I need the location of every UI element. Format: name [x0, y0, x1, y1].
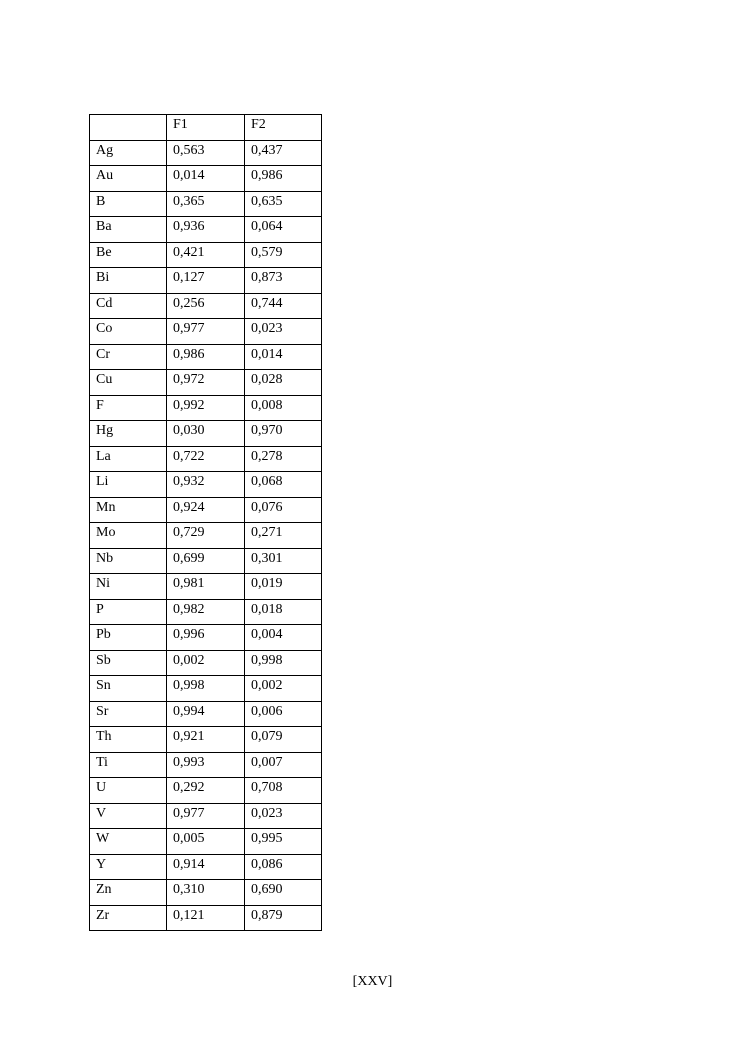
- f2-cell: 0,278: [245, 446, 322, 472]
- f1-cell: 0,127: [167, 268, 245, 294]
- f2-cell: 0,002: [245, 676, 322, 702]
- element-cell: Zr: [90, 905, 167, 931]
- f1-cell: 0,421: [167, 242, 245, 268]
- f2-cell: 0,064: [245, 217, 322, 243]
- f1-cell: 0,729: [167, 523, 245, 549]
- table-row: [90, 191, 322, 217]
- f1-cell: 0,256: [167, 293, 245, 319]
- table-row: [90, 268, 322, 294]
- element-cell: Th: [90, 727, 167, 753]
- f1-cell: 0,014: [167, 166, 245, 192]
- table-row: [90, 650, 322, 676]
- f2-cell: 0,086: [245, 854, 322, 880]
- table-row: [90, 319, 322, 345]
- f2-cell: 0,690: [245, 880, 322, 906]
- f2-cell: 0,879: [245, 905, 322, 931]
- f2-cell: 0,986: [245, 166, 322, 192]
- f2-cell: 0,635: [245, 191, 322, 217]
- f1-cell: 0,982: [167, 599, 245, 625]
- f2-cell: 0,023: [245, 319, 322, 345]
- f2-cell: 0,579: [245, 242, 322, 268]
- f1-cell: 0,986: [167, 344, 245, 370]
- f1-cell: 0,977: [167, 803, 245, 829]
- f2-cell: 0,019: [245, 574, 322, 600]
- f2-cell: 0,004: [245, 625, 322, 651]
- element-cell: Nb: [90, 548, 167, 574]
- element-cell: Co: [90, 319, 167, 345]
- f2-cell: 0,437: [245, 140, 322, 166]
- element-cell: B: [90, 191, 167, 217]
- table-row: [90, 727, 322, 753]
- element-cell: U: [90, 778, 167, 804]
- f2-cell: 0,998: [245, 650, 322, 676]
- f1-cell: 0,921: [167, 727, 245, 753]
- f2-cell: 0,018: [245, 599, 322, 625]
- f1-cell: 0,981: [167, 574, 245, 600]
- table-row: [90, 523, 322, 549]
- f1-cell: 0,924: [167, 497, 245, 523]
- f1-cell: 0,121: [167, 905, 245, 931]
- f1-cell: 0,563: [167, 140, 245, 166]
- table-row: [90, 829, 322, 855]
- table-row: [90, 166, 322, 192]
- table-row: [90, 752, 322, 778]
- f1-cell: 0,365: [167, 191, 245, 217]
- table-row: [90, 701, 322, 727]
- table-row: [90, 778, 322, 804]
- element-cell: Sr: [90, 701, 167, 727]
- table-header-row: [90, 115, 322, 141]
- element-cell: Pb: [90, 625, 167, 651]
- table-body: [90, 140, 322, 931]
- element-cell: Ni: [90, 574, 167, 600]
- f1-cell: 0,310: [167, 880, 245, 906]
- f2-cell: 0,970: [245, 421, 322, 447]
- element-cell: Au: [90, 166, 167, 192]
- header-cell-f2: F2: [245, 115, 322, 141]
- f2-cell: 0,708: [245, 778, 322, 804]
- element-cell: Bi: [90, 268, 167, 294]
- f2-cell: 0,068: [245, 472, 322, 498]
- f2-cell: 0,028: [245, 370, 322, 396]
- table-row: [90, 625, 322, 651]
- element-cell: Cd: [90, 293, 167, 319]
- f1-cell: 0,994: [167, 701, 245, 727]
- f2-cell: 0,744: [245, 293, 322, 319]
- table-row: [90, 803, 322, 829]
- f1-cell: 0,002: [167, 650, 245, 676]
- table-row: [90, 421, 322, 447]
- page-number: [XXV]: [352, 974, 393, 989]
- f2-cell: 0,301: [245, 548, 322, 574]
- table-row: [90, 548, 322, 574]
- element-cell: Hg: [90, 421, 167, 447]
- f2-cell: 0,023: [245, 803, 322, 829]
- table-row: [90, 880, 322, 906]
- element-cell: Li: [90, 472, 167, 498]
- table-row: [90, 574, 322, 600]
- table-row: [90, 905, 322, 931]
- f1-cell: 0,005: [167, 829, 245, 855]
- element-cell: Mn: [90, 497, 167, 523]
- f2-cell: 0,008: [245, 395, 322, 421]
- element-cell: Y: [90, 854, 167, 880]
- table-row: [90, 242, 322, 268]
- f1-cell: 0,992: [167, 395, 245, 421]
- f1-cell: 0,722: [167, 446, 245, 472]
- f1-cell: 0,699: [167, 548, 245, 574]
- header-cell-element: [90, 115, 167, 141]
- element-cell: Cr: [90, 344, 167, 370]
- table-row: [90, 676, 322, 702]
- f1-cell: 0,932: [167, 472, 245, 498]
- table-row: [90, 854, 322, 880]
- element-cell: Ba: [90, 217, 167, 243]
- f2-cell: 0,076: [245, 497, 322, 523]
- element-cell: La: [90, 446, 167, 472]
- f1-cell: 0,993: [167, 752, 245, 778]
- element-cell: Ag: [90, 140, 167, 166]
- element-cell: Be: [90, 242, 167, 268]
- f2-cell: 0,006: [245, 701, 322, 727]
- f1-cell: 0,936: [167, 217, 245, 243]
- table-row: [90, 140, 322, 166]
- f2-cell: 0,995: [245, 829, 322, 855]
- table-row: [90, 497, 322, 523]
- element-cell: W: [90, 829, 167, 855]
- element-cell: F: [90, 395, 167, 421]
- f1-cell: 0,996: [167, 625, 245, 651]
- table-row: [90, 217, 322, 243]
- header-cell-f1: F1: [167, 115, 245, 141]
- element-cell: V: [90, 803, 167, 829]
- table-row: [90, 472, 322, 498]
- element-cell: Sn: [90, 676, 167, 702]
- table-row: [90, 370, 322, 396]
- f2-cell: 0,007: [245, 752, 322, 778]
- table-row: [90, 599, 322, 625]
- table-row: [90, 344, 322, 370]
- element-cell: Ti: [90, 752, 167, 778]
- f2-cell: 0,014: [245, 344, 322, 370]
- f2-cell: 0,873: [245, 268, 322, 294]
- f2-cell: 0,079: [245, 727, 322, 753]
- f2-cell: 0,271: [245, 523, 322, 549]
- element-cell: P: [90, 599, 167, 625]
- table-row: [90, 395, 322, 421]
- element-cell: Cu: [90, 370, 167, 396]
- f1-cell: 0,998: [167, 676, 245, 702]
- f1-cell: 0,914: [167, 854, 245, 880]
- table-row: [90, 446, 322, 472]
- f1-cell: 0,977: [167, 319, 245, 345]
- f1-cell: 0,292: [167, 778, 245, 804]
- element-cell: Mo: [90, 523, 167, 549]
- element-cell: Sb: [90, 650, 167, 676]
- f1-cell: 0,030: [167, 421, 245, 447]
- factor-table: [89, 114, 322, 931]
- element-cell: Zn: [90, 880, 167, 906]
- table-row: [90, 293, 322, 319]
- f1-cell: 0,972: [167, 370, 245, 396]
